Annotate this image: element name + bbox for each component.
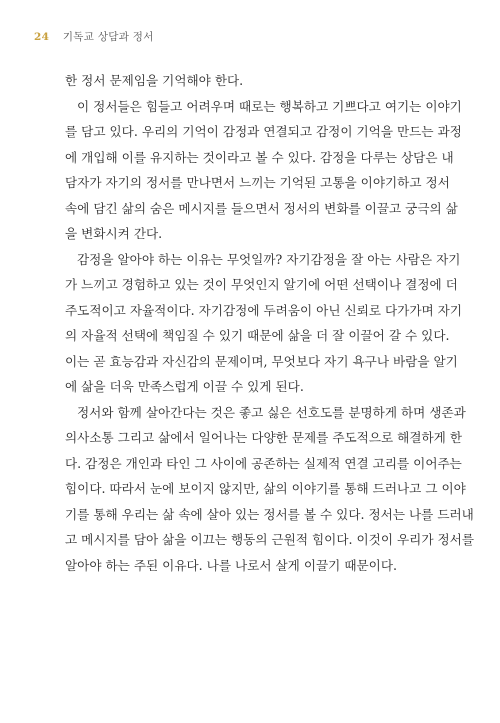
text-line: 힘이다. 따라서 눈에 보이지 않지만, 삶의 이야기를 통해 드러나고 그 이야 bbox=[65, 481, 466, 496]
text-line: 기를 통해 우리는 삶 속에 살아 있는 정서를 볼 수 있다. 정서는 나를 드러내 bbox=[65, 506, 474, 522]
text-line: 에 삶을 더욱 만족스럽게 이끌 수 있게 된다. bbox=[65, 379, 304, 394]
text-line: 을 변화시켜 간다. bbox=[65, 226, 163, 241]
body-text bbox=[65, 68, 475, 578]
text-line: 가 느끼고 경험하고 있는 것이 무엇인지 알기에 어떤 선택이나 결정에 더 bbox=[65, 277, 458, 292]
text-line: 담자가 자기의 정서를 만나면서 느끼는 기억된 고통을 이야기하고 정서 bbox=[65, 175, 450, 190]
text-line: 알아야 하는 주된 이유다. 나를 나로서 살게 이끌기 때문이다. bbox=[65, 557, 398, 573]
text-line: 다. 감정은 개인과 타인 그 사이에 공존하는 실제적 연결 고리를 이어주는 bbox=[65, 455, 462, 471]
text-line: 속에 담긴 삶의 숨은 메시지를 들으면서 정서의 변화를 이끌고 궁극의 삶 bbox=[65, 200, 458, 216]
text-line: 정서와 함께 살아간다는 것은 좋고 싫은 선호도를 분명하게 하며 생존과 bbox=[77, 404, 466, 420]
text-line: 의사소통 그리고 삶에서 일어나는 다양한 문제를 주도적으로 해결하게 한 bbox=[65, 430, 462, 445]
text-line: 한 정서 문제임을 기억해야 한다. bbox=[65, 73, 244, 88]
running-header bbox=[34, 29, 154, 44]
page-number: 24 bbox=[34, 31, 50, 43]
text-line: 주도적이고 자율적이다. 자기감정에 두려움이 아닌 신뢰로 다가가며 자기 bbox=[65, 302, 462, 318]
text-line: 감정을 알아야 하는 이유는 무엇일까? 자기감정을 잘 아는 사람은 자기 bbox=[77, 251, 461, 267]
text-line: 이는 곧 효능감과 자신감의 문제이며, 무엇보다 자기 욕구나 바람을 알기 bbox=[65, 353, 458, 369]
text-line: 의 자율적 선택에 책임질 수 있기 때문에 삶을 더 잘 이끌어 갈 수 있다. bbox=[65, 328, 450, 343]
text-line: 이 정서들은 힘들고 어려우며 때로는 행복하고 기쁘다고 여기는 이야기 bbox=[77, 98, 462, 114]
text-line: 고 메시지를 담아 삶을 이끄는 행동의 근원적 힘이다. 이것이 우리가 정서를 bbox=[65, 532, 475, 547]
book-title: 기독교 상담과 정서 bbox=[62, 31, 154, 43]
text-line: 에 개입해 이를 유지하는 것이라고 볼 수 있다. 감정을 다루는 상담은 내 bbox=[65, 149, 454, 165]
text-line: 를 담고 있다. 우리의 기억이 감정과 연결되고 감정이 기억을 만드는 과정 bbox=[65, 124, 462, 139]
